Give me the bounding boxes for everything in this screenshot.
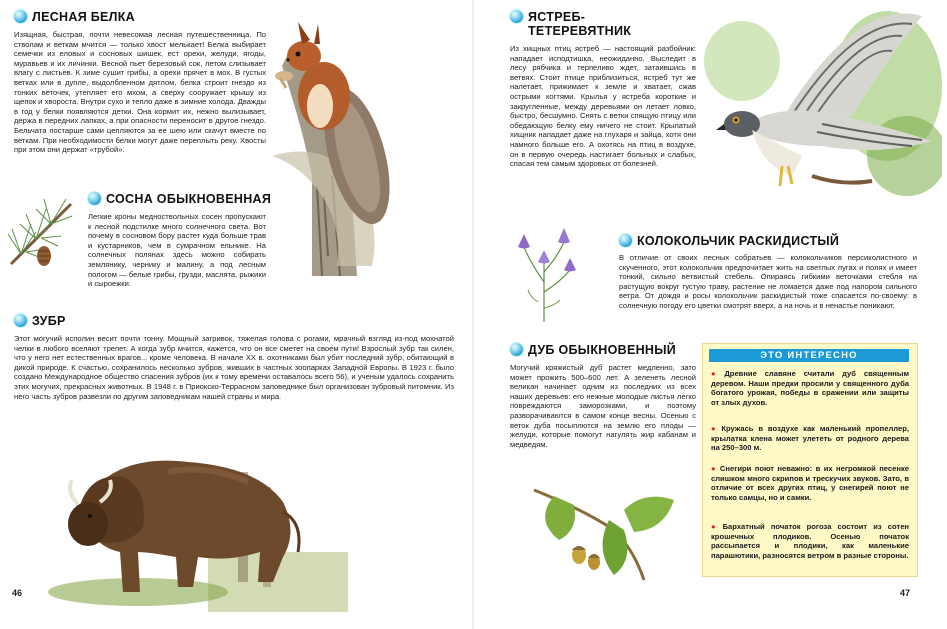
squirrel-paragraph: Изящная, быстрая, почти невесомая лесная путешественница. По стволам и веткам мчится — только хвост мелькает! Белка выбирает семечки из еловых и сосновых шишек, ест орехи, желуди, ягоды, муравьев и их личинки. Весной пьет березовый сок, летом слизывает влагу с листьев. К зиме сушит грибы, а орехи прячет в мох. В густых ветках или в дупле, выдолбленном дятлом, белка строит гнездо из тонких веточек, утепляет его мхом, а сверху сооружает крышу из щепок и хвороста. Внутри сухо и тепло даже в зимние холода. Дважды в год у белки появляются детки. Она кормит их, нежно вылизывает, держа в передних лапках, а при опасности переносит в другое гнездо. Бельчата постарше сами цепляются за ее шею или скачут вместе по веткам. При необходимости белки могут даже переплыть реку. Хвосты при этом они держат «трубой». <box>14 30 266 155</box>
fact-item: ● Снегири поют неважно: в их негромкой песенке слишком много скрипов и трескучих звуков. Зато, в отличие от всех других птиц, у снегирей поют не только самцы, но и самки. <box>711 464 909 502</box>
hawk-title-line2: ТЕТЕРЕВЯТНИК <box>528 24 632 38</box>
red-bullet-icon: ● <box>711 369 722 378</box>
bison-heading <box>14 314 66 328</box>
oak-title: ДУБ ОБЫКНОВЕННЫЙ <box>528 343 677 357</box>
bellflower-title: КОЛОКОЛЬЧИК РАСКИДИСТЫЙ <box>637 234 840 248</box>
blue-bullet-icon <box>510 343 523 356</box>
red-bullet-icon: ● <box>711 522 720 531</box>
interesting-facts-title: ЭТО ИНТЕРЕСНО <box>709 349 909 362</box>
fact-item: ● Бархатный початок рогоза состоит из сотен крошечных плодиков. Осенью початок рассыпается и плодики, как маленькие парашютики, разносятся ветром в разные стороны. <box>711 522 910 560</box>
left-page <box>0 0 473 629</box>
page-number-left: 46 <box>12 588 23 598</box>
squirrel-heading <box>14 10 135 24</box>
hawk-paragraph: Из хищных птиц ястреб — настоящий разбойник: нападает исподтишка, неожиданно. Выследит в лесу рябчика и терпеливо ждет, затаившись в ветвях. Стоит птице приблизиться, ястреб тут же налетает, прижимает к земле и хватает, сжав острыми когтями. Крылья у ястреба короткие и закругленные, между деревьями он летает ловко, быстро, бесшумно. Снять с ветки спящую птицу или обедающую белку ему ничего не стоит. Крылатый хищник нападает даже на глухаря и зайца, хотя они намного больше его. А охотясь на птиц в воздухе, он в первую очередь настигает больных и слабых, спасая тем самым здоровых от болезней. <box>510 44 696 169</box>
bison-title: ЗУБР <box>32 314 66 328</box>
pine-heading <box>88 192 271 206</box>
blue-bullet-icon <box>14 10 27 23</box>
blue-bullet-icon <box>14 314 27 327</box>
red-bullet-icon: ● <box>711 464 717 473</box>
hawk-illustration <box>702 6 942 216</box>
pine-title: СОСНА ОБЫКНОВЕННАЯ <box>106 192 272 206</box>
pine-branch-illustration <box>6 194 76 274</box>
oak-paragraph: Могучий кряжистый дуб растет медленно, зато может прожить 500–600 лет. А зеленеть лесной великан начинает одним из последних из всех наших деревьев: его нежные молодые листья легко повреждаются заморозками, и поэтому разворачиваются в самом конце весны. Осенью с веток дуба посыплются на землю его плоды — желуди, которые помогут нагулять жир кабанам и медведям. <box>510 363 696 449</box>
right-page <box>474 0 947 629</box>
bellflower-heading <box>619 234 839 248</box>
fact-item: ● Кружась в воздухе как маленький пропеллер, крылатка клена может улететь от родного дерева на 250–300 м. <box>711 424 910 453</box>
squirrel-title: ЛЕСНАЯ БЕЛКА <box>32 10 135 24</box>
interesting-facts-box <box>702 343 918 577</box>
squirrel-illustration <box>262 6 402 276</box>
page-number-right: 47 <box>900 588 911 598</box>
fact-item: ● Древние славяне считали дуб священным деревом. Наши предки просили у священного дуба богатого урожая, победы в сражении или защиты от злых духов. <box>711 369 909 407</box>
blue-bullet-icon <box>88 192 101 205</box>
blue-bullet-icon <box>510 10 523 23</box>
bison-paragraph: Этот могучий исполин весит почти тонну. Мощный загривок, тяжелая голова с рогами, мрачный взгляд из-под мохнатой челки в любого вселяют трепет. А когда зубр мчится, кажется, что он все сметет на своем пути! Взрослый зубр так силен, что у него нет естественных врагов... кроме человека. В начале XX в. охотниками был убит последний зубр, обитающий в дикой природе. К счастью, сохранилось несколько зубров, живших в частных зоопарках Западной Европы. В 1923 г. было создано Международное общество спасения зубров (их к тому времени оставалось всего 56), и ученым удалось сохранить этих могучих, прекрасных животных. В 1948 г. в Приокско-Террасном заповеднике был организован зубровый питомник. Из него часть зубров развезли по другим заповедникам нашей страны и мира. <box>14 334 454 401</box>
hawk-title-line1: ЯСТРЕБ- <box>528 10 586 24</box>
bison-illustration <box>48 432 348 612</box>
oak-branch-illustration <box>524 470 684 590</box>
oak-heading <box>510 343 676 357</box>
pine-paragraph: Легкие кроны медноствольных сосен пропускают к лесной подстилке много солнечного света. Вот почему в сосновом бору растет куда больше трав и кустарников, чем в сумрачном ельнике. На солнечных полянах здесь можно собирать землянику, чернику и малину, а под лесным пологом — белые грибы, грузди, маслята, рыжики и сыроежки. <box>88 212 266 289</box>
bellflower-paragraph: В отличие от своих лесных собратьев — колокольчиков персиколистного и скученного, этот колокольчик предпочитает жить на светлых лугах и полях и имеет тонкий, сильно ветвистый стебель. Опираясь гибкими веточками стебля на растущую вокруг густую траву, растение не ломается даже под напором сильного ветра. От дождя и росы колокольчик раскидистый тоже спасается по-своему: в солнечную погоду его цветки смотрят вверх, а на ночь и в ненастье поникают. <box>619 253 917 310</box>
red-bullet-icon: ● <box>711 424 719 433</box>
bellflower-illustration <box>510 222 582 322</box>
hawk-heading <box>510 10 631 38</box>
blue-bullet-icon <box>619 234 632 247</box>
